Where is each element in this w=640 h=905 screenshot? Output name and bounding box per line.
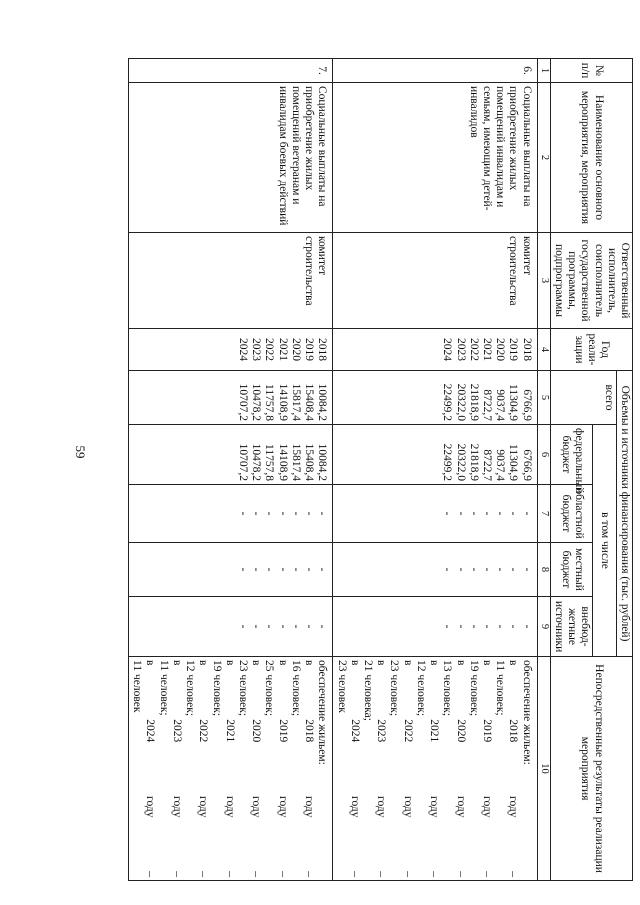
result-pre: в bbox=[507, 660, 520, 666]
federal-list-value: 8722,7 bbox=[480, 449, 493, 481]
federal-list-value: 15817,4 bbox=[289, 443, 302, 481]
result-year: 2021 bbox=[428, 719, 441, 743]
year-list-value: 2021 bbox=[480, 338, 493, 361]
result-pre: в bbox=[401, 660, 414, 666]
result-count: 23 человек bbox=[335, 660, 348, 713]
result-dash: – bbox=[303, 871, 316, 878]
extra-list-value: - bbox=[289, 624, 302, 629]
local-list-value: - bbox=[441, 567, 454, 572]
result-word: году bbox=[197, 796, 210, 818]
regional-list-value: - bbox=[250, 511, 263, 516]
result-pre: в bbox=[480, 660, 493, 666]
result-dash: – bbox=[401, 871, 414, 878]
result-pre: в bbox=[348, 660, 361, 666]
regional-list-value: - bbox=[480, 511, 493, 516]
federal-list bbox=[129, 425, 333, 485]
extra-list-value: - bbox=[520, 624, 533, 629]
total-list-value: 10084,2 bbox=[316, 383, 329, 421]
total-list-value: 14108,9 bbox=[276, 383, 289, 421]
year-list-value: 2019 bbox=[507, 338, 520, 361]
column-numbers-row bbox=[537, 59, 550, 881]
row-number: 7. bbox=[129, 59, 333, 83]
year-list-value: 2018 bbox=[520, 338, 533, 361]
result-count: 12 человек; bbox=[184, 660, 197, 717]
result-word: году bbox=[348, 796, 361, 818]
result-count: 11 человек bbox=[131, 660, 144, 713]
total-list-value: 15817,4 bbox=[289, 383, 302, 421]
local-list-value: - bbox=[289, 567, 302, 572]
total-list-value: 6766,9 bbox=[520, 389, 533, 421]
header-name: Наименование основного мероприятия, мероприятия bbox=[550, 83, 632, 233]
local-list bbox=[129, 543, 333, 597]
federal-list-value: 14108,9 bbox=[276, 443, 289, 481]
result-count: 21 человека; bbox=[362, 660, 374, 721]
regional-list-value: - bbox=[263, 511, 276, 516]
extra-list-value: - bbox=[507, 624, 520, 629]
result-word: году bbox=[454, 796, 467, 818]
col-num: 3 bbox=[537, 233, 550, 329]
year-list-value: 2018 bbox=[316, 338, 329, 361]
year-list-value: 2024 bbox=[441, 338, 454, 361]
result-dash: – bbox=[454, 871, 467, 878]
result-pre: в bbox=[375, 660, 388, 666]
year-list-value: 2022 bbox=[263, 338, 276, 361]
local-list-value: - bbox=[276, 567, 289, 572]
total-list-value: 10478,2 bbox=[250, 383, 263, 421]
regional-list-value: - bbox=[303, 511, 316, 516]
federal-list-value: 6766,9 bbox=[520, 449, 533, 481]
row-number: 6. bbox=[333, 59, 537, 83]
regional-list-value: - bbox=[316, 511, 329, 516]
federal-list-value: 11757,8 bbox=[263, 444, 276, 481]
executor: комитет строительства bbox=[333, 233, 537, 329]
regional-list-value: - bbox=[494, 511, 507, 516]
result-year: 2023 bbox=[170, 719, 183, 743]
result-dash: – bbox=[144, 871, 157, 878]
result-dash: – bbox=[197, 871, 210, 878]
header-regional: областной бюджет bbox=[550, 485, 593, 543]
header-federal: федеральный бюджет bbox=[550, 425, 593, 485]
result-year: 2023 bbox=[375, 719, 388, 743]
result-line bbox=[506, 660, 519, 877]
result-dash: – bbox=[507, 871, 520, 878]
result-count: 13 человек; bbox=[441, 660, 454, 717]
year-list-value: 2019 bbox=[303, 338, 316, 361]
year-list-value: 2022 bbox=[467, 338, 480, 361]
result-pre: в bbox=[250, 660, 263, 666]
extra-list-value: - bbox=[316, 624, 329, 629]
result-head: обеспечение жильем: bbox=[316, 660, 329, 765]
result-line bbox=[480, 660, 493, 877]
result-line bbox=[143, 660, 156, 877]
federal-list-value: 10707,2 bbox=[237, 443, 250, 481]
federal-list-value: 20322,0 bbox=[454, 443, 467, 481]
result-line bbox=[249, 660, 262, 877]
executor: комитет строительства bbox=[129, 233, 333, 329]
total-list-value: 11304,9 bbox=[507, 384, 520, 421]
col-num: 10 bbox=[537, 657, 550, 881]
extra-list bbox=[129, 597, 333, 657]
col-num: 1 bbox=[537, 59, 550, 83]
local-list-value: - bbox=[454, 567, 467, 572]
result-word: году bbox=[303, 796, 316, 818]
regional-list-value: - bbox=[289, 511, 302, 516]
local-list-value: - bbox=[263, 567, 276, 572]
result-year: 2022 bbox=[401, 719, 414, 743]
result-pre: в bbox=[303, 660, 316, 666]
result-count: 16 человек; bbox=[289, 660, 302, 717]
extra-list-value: - bbox=[441, 624, 454, 629]
result-year: 2019 bbox=[480, 719, 493, 743]
local-list-value: - bbox=[467, 567, 480, 572]
result-year: 2020 bbox=[454, 719, 467, 743]
result-dash: – bbox=[348, 871, 361, 878]
results-cell bbox=[129, 657, 333, 881]
federal-list-value: 9037,4 bbox=[494, 449, 507, 481]
result-pre: в bbox=[428, 660, 441, 666]
federal-list-value: 21818,9 bbox=[467, 443, 480, 481]
local-list bbox=[333, 543, 537, 597]
result-year: 2024 bbox=[144, 719, 157, 743]
col-num: 9 bbox=[537, 597, 550, 657]
result-dash: – bbox=[375, 871, 388, 878]
local-list-value: - bbox=[480, 567, 493, 572]
result-line bbox=[453, 660, 466, 877]
header-executor: Ответственный исполнитель, соисполнитель государственной программы, подпрограммы bbox=[550, 233, 632, 329]
year-list-value: 2021 bbox=[276, 338, 289, 361]
result-year: 2018 bbox=[303, 719, 316, 743]
result-word: году bbox=[250, 796, 263, 818]
year-list-value: 2023 bbox=[250, 338, 263, 361]
result-pre: в bbox=[197, 660, 210, 666]
federal-list-value: 10084,2 bbox=[316, 443, 329, 481]
regional-list-value: - bbox=[520, 511, 533, 516]
total-list bbox=[333, 371, 537, 425]
header-year: Год реали-зации bbox=[550, 329, 632, 371]
regional-list bbox=[333, 485, 537, 543]
result-count: 23 человек; bbox=[237, 660, 250, 717]
regional-list-value: - bbox=[276, 511, 289, 516]
result-line bbox=[348, 660, 361, 877]
result-count: 19 человек; bbox=[467, 660, 480, 717]
result-pre: в bbox=[223, 660, 236, 666]
result-dash: – bbox=[170, 871, 183, 878]
result-line bbox=[374, 660, 387, 877]
result-word: году bbox=[144, 796, 157, 818]
total-list-value: 20322,0 bbox=[454, 383, 467, 421]
result-year: 2018 bbox=[507, 719, 520, 743]
result-line bbox=[400, 660, 413, 877]
header-incl: в том числе bbox=[593, 425, 616, 657]
col-num: 5 bbox=[537, 371, 550, 425]
local-list-value: - bbox=[237, 567, 250, 572]
extra-list-value: - bbox=[494, 624, 507, 629]
col-num: 7 bbox=[537, 485, 550, 543]
result-word: году bbox=[375, 796, 388, 818]
result-word: году bbox=[170, 796, 183, 818]
result-count: 23 человек; bbox=[388, 660, 401, 717]
local-list-value: - bbox=[316, 567, 329, 572]
year-list-value: 2023 bbox=[454, 338, 467, 361]
federal-list-value: 22499,2 bbox=[441, 443, 454, 481]
regional-list bbox=[129, 485, 333, 543]
regional-list-value: - bbox=[467, 511, 480, 516]
result-line bbox=[275, 660, 288, 877]
extra-list-value: - bbox=[480, 624, 493, 629]
federal-list-value: 11304,9 bbox=[507, 444, 520, 481]
result-year: 2024 bbox=[348, 719, 361, 743]
header-local: местный бюджет bbox=[550, 543, 593, 597]
federal-list-value: 10478,2 bbox=[250, 443, 263, 481]
extra-list-value: - bbox=[263, 624, 276, 629]
regional-list-value: - bbox=[454, 511, 467, 516]
total-list bbox=[129, 371, 333, 425]
year-list bbox=[333, 329, 537, 371]
result-year: 2021 bbox=[223, 719, 236, 743]
table-row bbox=[129, 59, 333, 881]
result-count: 11 человек; bbox=[157, 660, 170, 716]
total-list-value: 11757,8 bbox=[263, 384, 276, 421]
extra-list-value: - bbox=[303, 624, 316, 629]
measure-name: Социальные выплаты на приобретение жилых помещений инвалидам и семьям, имеющим детей-инвалидов bbox=[333, 83, 537, 233]
result-dash: – bbox=[250, 871, 263, 878]
result-year: 2020 bbox=[250, 719, 263, 743]
result-line bbox=[196, 660, 209, 877]
result-dash: – bbox=[223, 871, 236, 878]
rotated-table-sheet bbox=[131, 58, 633, 880]
result-word: году bbox=[401, 796, 414, 818]
federal-list-value: 15408,4 bbox=[303, 443, 316, 481]
extra-list bbox=[333, 597, 537, 657]
result-year: 2022 bbox=[197, 719, 210, 743]
result-word: году bbox=[223, 796, 236, 818]
result-line bbox=[427, 660, 440, 877]
result-pre: в bbox=[144, 660, 157, 666]
result-head: обеспечение жильем: bbox=[520, 660, 533, 765]
result-line bbox=[223, 660, 236, 877]
local-list-value: - bbox=[494, 567, 507, 572]
result-pre: в bbox=[276, 660, 289, 666]
regional-list-value: - bbox=[507, 511, 520, 516]
table-row bbox=[333, 59, 537, 881]
results-cell bbox=[333, 657, 537, 881]
regional-list-value: - bbox=[441, 511, 454, 516]
extra-list-value: - bbox=[237, 624, 250, 629]
year-list-value: 2020 bbox=[289, 338, 302, 361]
result-dash: – bbox=[480, 871, 493, 878]
extra-list-value: - bbox=[276, 624, 289, 629]
col-num: 6 bbox=[537, 425, 550, 485]
result-word: году bbox=[276, 796, 289, 818]
result-count: 25 человек; bbox=[263, 660, 276, 717]
total-list-value: 15408,4 bbox=[303, 383, 316, 421]
year-list bbox=[129, 329, 333, 371]
result-count: 19 человек; bbox=[210, 660, 223, 717]
result-dash: – bbox=[276, 871, 289, 878]
local-list-value: - bbox=[507, 567, 520, 572]
measure-name: Социальные выплаты на приобретение жилых помещений ветеранам и инвалидам боевых действий bbox=[129, 83, 333, 233]
extra-list-value: - bbox=[467, 624, 480, 629]
local-list-value: - bbox=[303, 567, 316, 572]
local-list-value: - bbox=[520, 567, 533, 572]
federal-list bbox=[333, 425, 537, 485]
total-list-value: 10707,2 bbox=[237, 383, 250, 421]
result-line bbox=[170, 660, 183, 877]
result-count: 12 человек; bbox=[414, 660, 427, 717]
extra-list-value: - bbox=[454, 624, 467, 629]
total-list-value: 21818,9 bbox=[467, 383, 480, 421]
total-list-value: 22499,2 bbox=[441, 383, 454, 421]
result-dash: – bbox=[428, 871, 441, 878]
header-no: № п/п bbox=[550, 59, 632, 83]
col-num: 4 bbox=[537, 329, 550, 371]
col-num: 2 bbox=[537, 83, 550, 233]
header-extra: внебюд-жетные источники bbox=[550, 597, 593, 657]
regional-list-value: - bbox=[237, 511, 250, 516]
result-word: году bbox=[428, 796, 441, 818]
result-word: году bbox=[480, 796, 493, 818]
col-num: 8 bbox=[537, 543, 550, 597]
result-pre: в bbox=[170, 660, 183, 666]
year-list-value: 2024 bbox=[237, 338, 250, 361]
result-count: 11 человек; bbox=[494, 660, 507, 716]
header-results: Непосредственные результаты реализации мероприятия bbox=[550, 657, 632, 881]
header-total: всего bbox=[550, 371, 616, 425]
result-pre: в bbox=[454, 660, 467, 666]
local-list-value: - bbox=[250, 567, 263, 572]
total-list-value: 8722,7 bbox=[480, 389, 493, 421]
financing-table bbox=[128, 58, 633, 881]
result-line bbox=[302, 660, 315, 877]
result-word: году bbox=[507, 796, 520, 818]
result-year: 2019 bbox=[276, 719, 289, 743]
page-number: 59 bbox=[73, 445, 88, 459]
header-volume: Объемы и источники финансирования (тыс. рублей) bbox=[616, 371, 632, 657]
extra-list-value: - bbox=[250, 624, 263, 629]
year-list-value: 2020 bbox=[494, 338, 507, 361]
total-list-value: 9037,4 bbox=[494, 389, 507, 421]
